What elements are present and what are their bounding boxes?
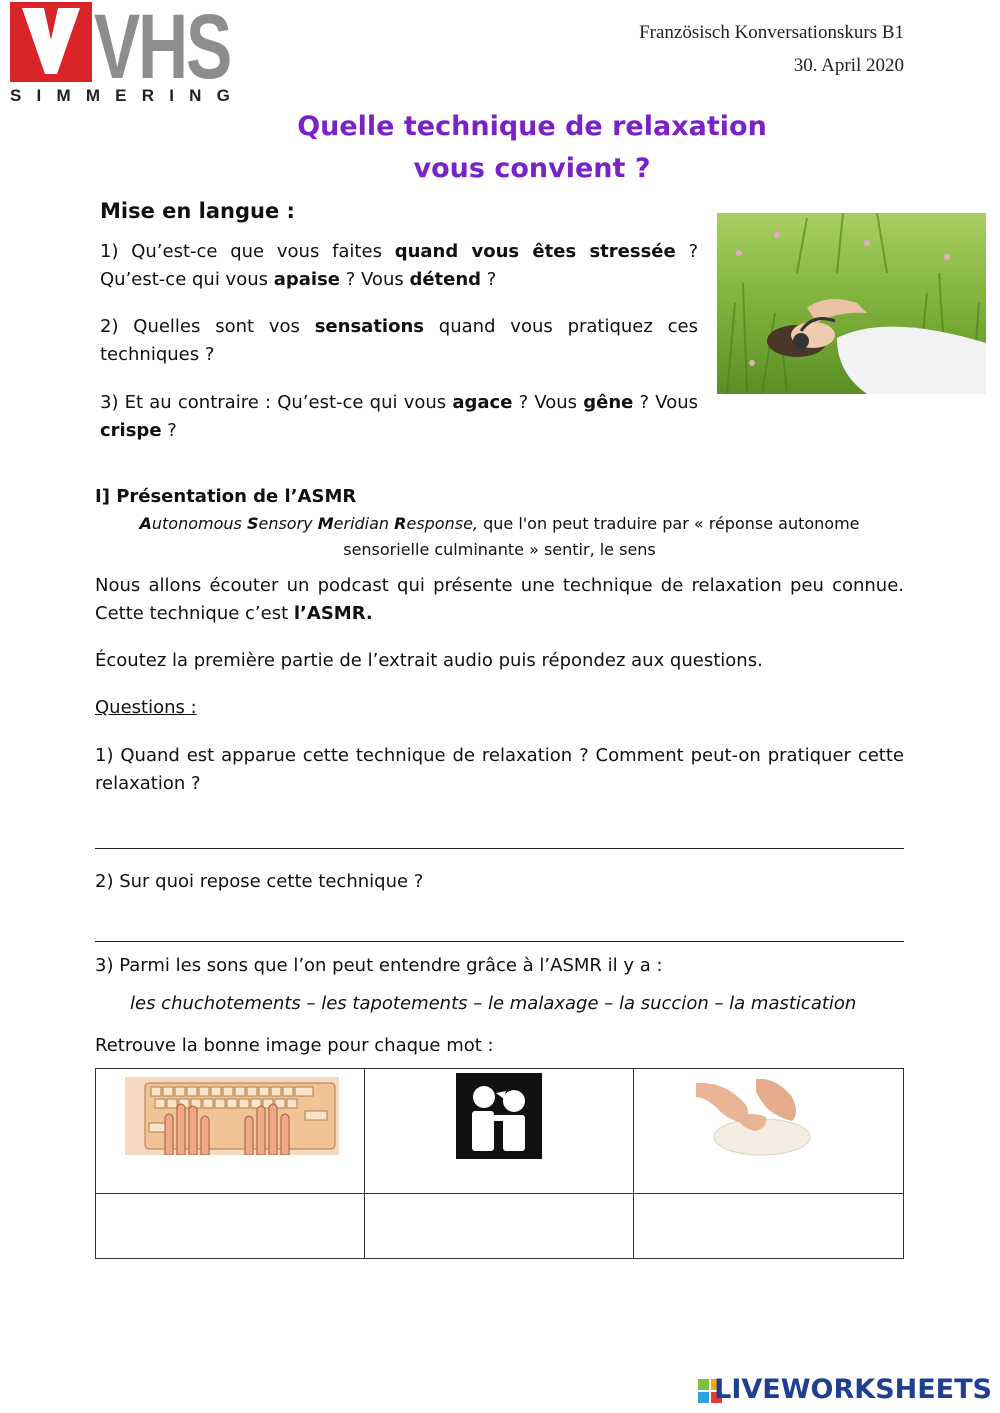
match-instruction: Retrouve la bonne image pour chaque mot : [95,1035,494,1056]
section-1-heading: I] Présentation de l’ASMR [95,486,357,507]
question-1: 1) Qu’est-ce que vous faites quand vous êtes stressée ? Qu’est-ce qui vous apaise ? Vous détend ? [100,241,698,290]
question-2: 2) Quelles sont vos sensations quand vous pratiquez ces techniques ? [100,316,698,365]
date: 30. April 2020 [793,55,904,76]
course-name: Französisch Konversationskurs B1 [639,22,904,43]
answer-line-1[interactable] [95,848,904,849]
questions-label: Questions : [95,697,197,718]
title-line-1: Quelle technique de relaxation [297,111,767,142]
keyboard-typing-image [125,1077,339,1155]
matching-table [95,1068,904,1259]
asmr-definition-line-1: Autonomous Sensory Meridian Response, que l'on peut traduire par « réponse autonome [139,514,860,533]
answer-line-2[interactable] [95,941,904,942]
image-cell-1 [96,1069,365,1194]
title-line-2: vous convient ? [413,153,651,184]
asmr-question-2: 2) Sur quoi repose cette technique ? [95,871,424,892]
logo-subtitle: SIMMERING [10,86,246,105]
instruction: Écoutez la première partie de l’extrait audio puis répondez aux questions. [95,650,763,671]
vhs-logo-mark [10,2,232,86]
answer-cell-2[interactable] [364,1194,634,1259]
liveworksheets-brand[interactable]: LIVEWORKSHEETS [714,1374,992,1405]
asmr-question-3: 3) Parmi les sons que l’on peut entendre grâce à l’ASMR il y a : [95,955,663,976]
woman-relaxing-photo [717,213,986,394]
intro-paragraph: Nous allons écouter un podcast qui présente une technique de relaxation peu connue. Cette technique c’est l’ASMR. [95,575,904,624]
asmr-definition-line-2: sensorielle culminante » sentir, le sens [343,540,656,559]
kneading-dough-image [696,1077,814,1159]
whispering-pictogram [456,1073,542,1159]
answer-cell-1[interactable] [96,1194,365,1259]
answer-cell-3[interactable] [634,1194,904,1259]
mise-en-langue-heading: Mise en langue : [100,199,295,223]
image-cell-2 [364,1069,634,1194]
image-cell-3 [634,1069,904,1194]
asmr-question-1: 1) Quand est apparue cette technique de relaxation ? Comment peut-on pratiquer cette relaxation ? [95,745,904,794]
vhs-logo-wordmark: VHS [94,2,230,86]
sounds-list: les chuchotements – les tapotements – le malaxage – la succion – la mastication [130,993,857,1014]
question-3: 3) Et au contraire : Qu’est-ce qui vous agace ? Vous gêne ? Vous crispe ? [100,392,698,441]
